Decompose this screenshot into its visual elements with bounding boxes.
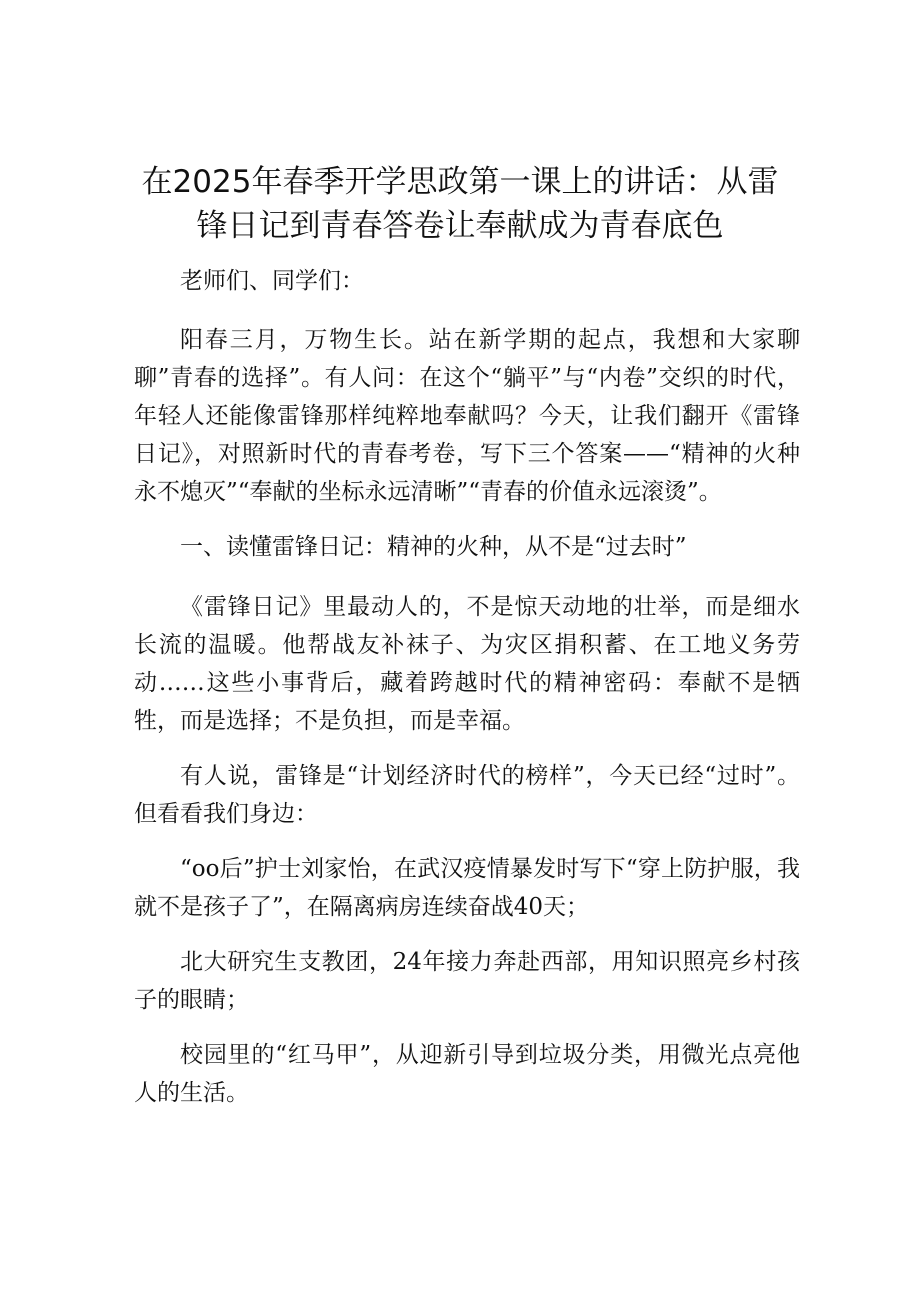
example-paragraph: 校园里的“红马甲”，从迎新引导到垃圾分类，用微光点亮他人的生活。 (134, 1042, 800, 1106)
title-line-1: 在2025年春季开学思政第一课上的讲话：从雷 (141, 164, 779, 200)
intro-paragraph: 阳春三月，万物生长。站在新学期的起点，我想和大家聊聊”青春的选择”。有人问：在这个“躺平”与“内卷”交织的时代，年轻人还能像雷锋那样纯粹地奉献吗？今天，让我们翻开《雷锋日记》，对照新时代的青春考卷，写下三个答案——“精神的火种永不熄灭”“奉献的坐标永远清晰”“青春的价值永远滚烫”。 (134, 327, 800, 505)
section-heading-1: 一、读懂雷锋日记：精神的火种，从不是“过去时” (180, 534, 687, 560)
example-paragraph: 北大研究生支教团，24年接力奔赴西部，用知识照亮乡村孩子的眼睛； (134, 949, 800, 1013)
example-paragraph: “oo后”护士刘家怡，在武汉疫情暴发时写下“穿上防护服，我就不是孩子了”，在隔离病房连续奋战40天； (134, 856, 800, 920)
document-title (120, 160, 800, 248)
document-body (134, 262, 800, 1129)
title-line-2: 锋日记到青春答卷让奉献成为青春底色 (196, 208, 724, 244)
salutation: 老师们、同学们： (180, 268, 364, 294)
body-paragraph: 有人说，雷锋是“计划经济时代的榜样”，今天已经“过时”。但看看我们身边： (134, 763, 800, 827)
body-paragraph: 《雷锋日记》里最动人的，不是惊天动地的壮举，而是细水长流的温暖。他帮战友补袜子、为灾区捐积蓄、在工地义务劳动……这些小事背后，藏着跨越时代的精神密码：奉献不是牺牲，而是选择；不是负担，而是幸福。 (134, 594, 800, 734)
